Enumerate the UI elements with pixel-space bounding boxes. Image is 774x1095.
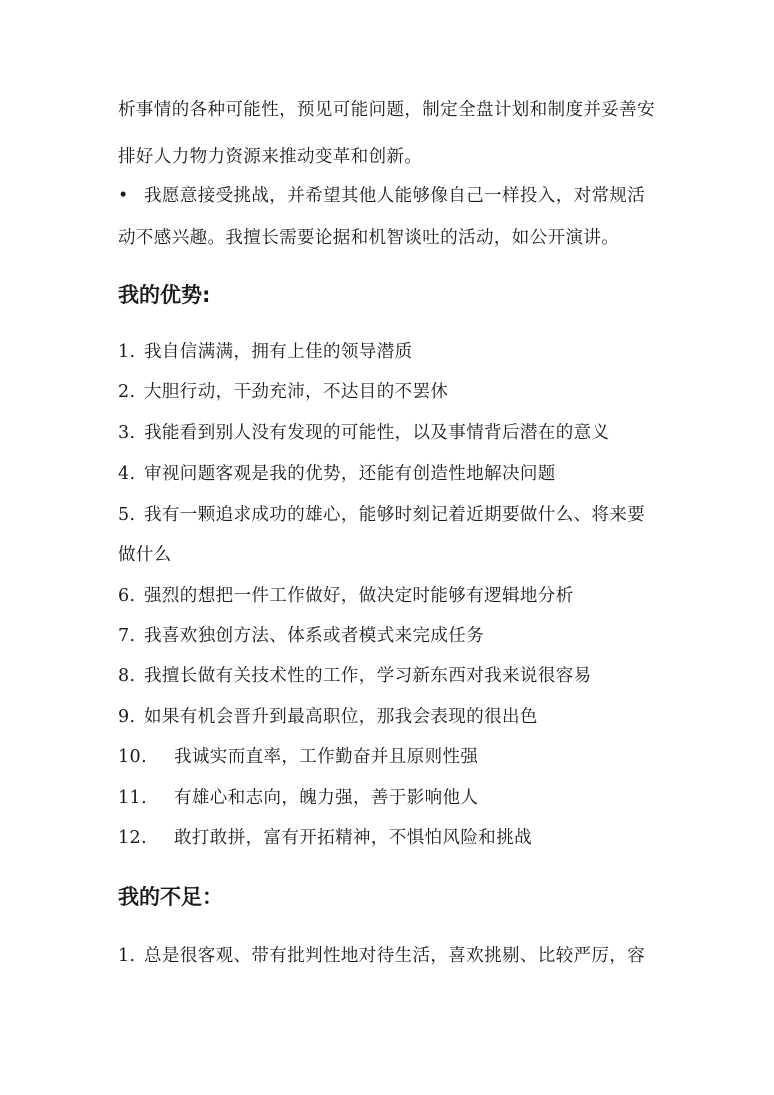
- strength-item: [118, 786, 478, 810]
- bullet-item: [118, 184, 645, 208]
- list-number: 11.: [118, 788, 148, 808]
- list-text: 我喜欢独创方法、体系或者模式来完成任务: [144, 626, 485, 646]
- strength-item: [118, 462, 556, 486]
- list-number: 10.: [118, 747, 148, 767]
- strength-item: [118, 826, 532, 850]
- list-number: 4.: [118, 464, 136, 484]
- bullet-icon: •: [118, 186, 129, 206]
- list-number: 8.: [118, 666, 136, 686]
- list-number: 2.: [118, 382, 136, 402]
- intro-line-1: 析事情的各种可能性，预见可能问题，制定全盘计划和制度并妥善安: [118, 100, 655, 120]
- bullet-continuation: 动不感兴趣。我擅长需要论据和机智谈吐的活动，如公开演讲。: [118, 228, 620, 248]
- list-number: 7.: [118, 626, 136, 646]
- list-number: 12.: [118, 828, 148, 848]
- strength-item: [118, 624, 484, 648]
- weaknesses-heading: 我的不足：: [118, 885, 223, 909]
- list-number: 3.: [118, 423, 136, 443]
- strength-item: [118, 421, 609, 445]
- strength-item: [118, 745, 478, 769]
- list-text: 有雄心和志向，魄力强，善于影响他人: [174, 788, 479, 808]
- strength-item-continuation: 做什么: [118, 545, 172, 565]
- list-number: 6.: [118, 586, 136, 606]
- list-text: 我能看到别人没有发现的可能性，以及事情背后潜在的意义: [144, 423, 610, 443]
- strength-item: [118, 340, 413, 364]
- list-number: 5.: [118, 505, 136, 525]
- list-text: 大胆行动，干劲充沛，不达目的不罢休: [144, 382, 449, 402]
- weakness-item: [118, 944, 645, 968]
- list-text: 我擅长做有关技术性的工作，学习新东西对我来说很容易: [144, 666, 592, 686]
- strength-item: [118, 664, 592, 688]
- list-number: 9.: [118, 707, 136, 727]
- list-number: 1.: [118, 342, 136, 362]
- strengths-heading: 我的优势:: [118, 283, 211, 307]
- list-text: 强烈的想把一件工作做好，做决定时能够有逻辑地分析: [144, 586, 574, 606]
- intro-line-2: 排好人力物力资源来推动变革和创新。: [118, 147, 423, 167]
- bullet-text: 我愿意接受挑战，并希望其他人能够像自己一样投入，对常规活: [144, 186, 646, 206]
- list-text: 审视问题客观是我的优势，还能有创造性地解决问题: [144, 464, 556, 484]
- strength-item: [118, 380, 448, 404]
- list-text: 总是很客观、带有批判性地对待生活，喜欢挑剔、比较严厉，容: [144, 946, 646, 966]
- list-text: 我有一颗追求成功的雄心，能够时刻记着近期要做什么、将来要: [144, 505, 646, 525]
- list-text: 我诚实而直率，工作勤奋并且原则性强: [174, 747, 479, 767]
- list-text: 如果有机会晋升到最高职位，那我会表现的很出色: [144, 707, 538, 727]
- list-text: 我自信满满，拥有上佳的领导潜质: [144, 342, 413, 362]
- list-text: 敢打敢拼，富有开拓精神，不惧怕风险和挑战: [174, 828, 532, 848]
- strength-item: [118, 503, 645, 527]
- strength-item: [118, 584, 574, 608]
- list-number: 1.: [118, 946, 136, 966]
- strength-item: [118, 705, 538, 729]
